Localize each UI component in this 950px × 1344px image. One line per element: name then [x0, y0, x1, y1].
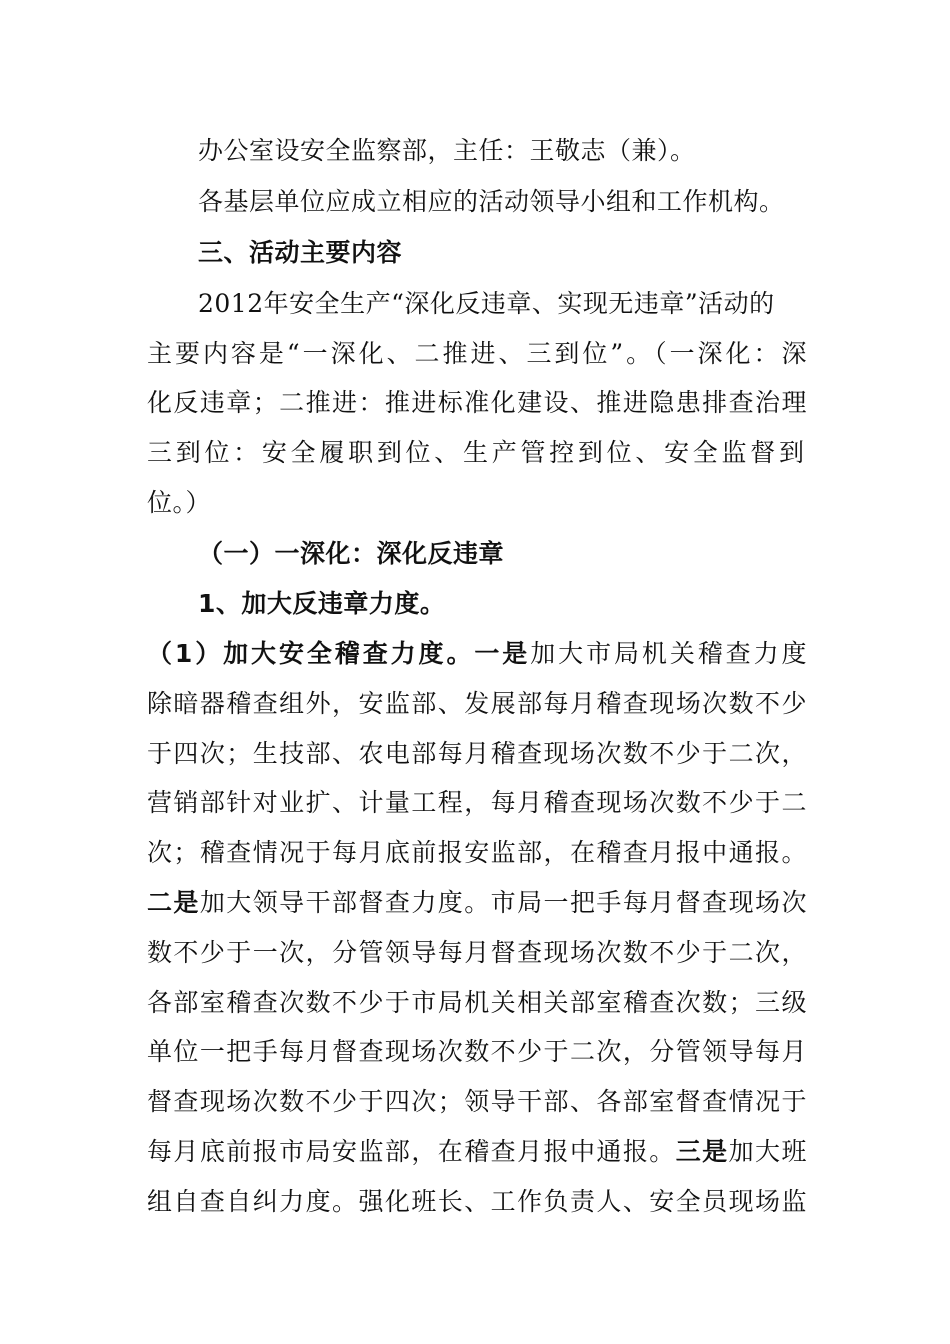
- paragraph-line: 三到位：安全履职到位、生产管控到位、安全监督到: [147, 438, 807, 467]
- paragraph-line: 除暗器稽查组外，安监部、发展部每月稽查现场次数不少: [147, 689, 807, 718]
- paragraph-line: 数不少于一次，分管领导每月督查现场次数不少于二次，: [147, 938, 807, 967]
- item-heading: 1、加大反违章力度。: [198, 589, 446, 618]
- bold-lead: （1）加大安全稽查力度。一是: [147, 639, 531, 668]
- bold-lead: 三是: [675, 1137, 729, 1166]
- paragraph-line: 于四次；生技部、农电部每月稽查现场次数不少于二次，: [147, 739, 807, 768]
- paragraph-line: 营销部针对业扩、计量工程，每月稽查现场次数不少于二: [147, 788, 807, 817]
- paragraph-line: 次；稽查情况于每月底前报安监部，在稽查月报中通报。: [147, 838, 807, 867]
- paragraph-line: [147, 1135, 807, 1169]
- line-text: 加大领导干部督查力度。市局一把手每月督查现场次: [199, 888, 807, 917]
- paragraph-line: 组自查自纠力度。强化班长、工作负责人、安全员现场监: [147, 1187, 807, 1216]
- subsection-heading: （一）一深化：深化反违章: [198, 539, 505, 568]
- paragraph-line: [147, 886, 807, 920]
- paragraph-line: 主要内容是“一深化、二推进、三到位”。（一深化：深: [147, 339, 807, 368]
- paragraph-line: 各部室稽查次数不少于市局机关相关部室稽查次数；三级: [147, 988, 807, 1017]
- paragraph-line: 办公室设安全监察部，主任：王敬志（兼）。: [198, 136, 696, 165]
- line-text: 每月底前报市局安监部，在稽查月报中通报。: [147, 1137, 676, 1166]
- paragraph-line: 单位一把手每月督查现场次数不少于二次，分管领导每月: [147, 1037, 807, 1066]
- paragraph-line: 督查现场次数不少于四次；领导干部、各部室督查情况于: [147, 1087, 807, 1116]
- paragraph-line: 2012年安全生产“深化反违章、实现无违章”活动的: [198, 289, 775, 318]
- paragraph-line: 位。）: [147, 488, 212, 517]
- line-text: 加大市局机关稽查力度: [530, 639, 807, 668]
- section-heading: 三、活动主要内容: [198, 238, 403, 267]
- paragraph-line: [147, 637, 807, 671]
- paragraph-line: 化反违章；二推进：推进标准化建设、推进隐患排查治理: [147, 388, 807, 417]
- line-text: 加大班: [728, 1137, 807, 1166]
- bold-lead: 二是: [147, 888, 200, 917]
- paragraph-line: 各基层单位应成立相应的活动领导小组和工作机构。: [198, 187, 785, 216]
